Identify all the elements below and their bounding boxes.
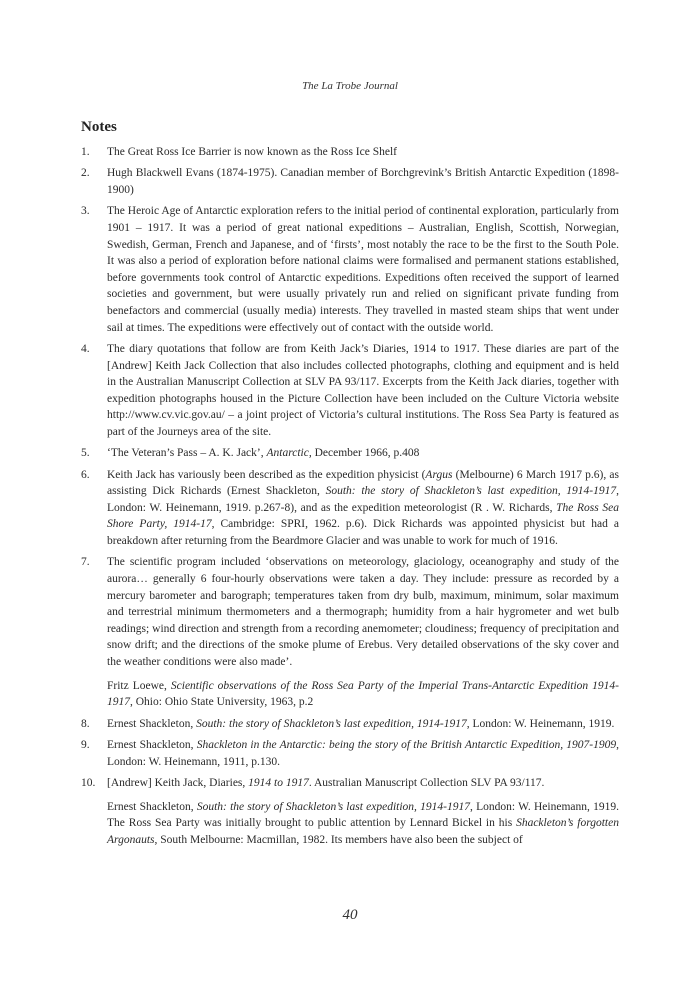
text-run: , Cambridge: SPRI, 1962. p.6). Dick Richards was appointed physicist but had a breakdown after returning from the Beardmore Glacier and was unable to work for much of 1916. xyxy=(107,518,619,548)
note-text xyxy=(107,554,619,710)
note-paragraph xyxy=(107,341,619,441)
note-item xyxy=(81,341,619,441)
note-paragraph xyxy=(107,203,619,336)
italic-text: South: the story of Shackleton’s last expedition, 1914-1917 xyxy=(325,485,617,498)
note-paragraph xyxy=(107,467,619,550)
text-run: Keith Jack has variously been described as the expedition physicist ( xyxy=(107,468,426,481)
text-run: December 1966, p.408 xyxy=(311,447,420,460)
text-run: , London: W. Heinemann, 1919. p.267-8), and as the expedition meteorologist (R . W. Richards, xyxy=(107,485,620,514)
note-paragraph xyxy=(107,716,619,733)
italic-text: South: the story of Shackleton’s last expedition, 1914-1917 xyxy=(196,800,470,813)
note-paragraph xyxy=(107,445,619,462)
note-item xyxy=(81,203,619,336)
italic-text: 1914 to 1917 xyxy=(248,776,309,789)
italic-text: Shackleton’s forgotten Argonauts xyxy=(107,817,619,846)
note-item xyxy=(81,165,619,198)
notes-heading: Notes xyxy=(81,119,117,135)
note-text xyxy=(107,467,619,550)
italic-text: South: the story of Shackleton’s last expedition, 1914-1917 xyxy=(196,717,467,730)
text-run: , London: W. Heinemann, 1911, p.130. xyxy=(107,738,619,768)
page-number: 40 xyxy=(342,907,358,923)
note-item xyxy=(81,554,619,710)
text-run: , London: W. Heinemann, 1919. xyxy=(466,717,615,730)
italic-text: Argus xyxy=(425,468,453,481)
text-run: , Ohio: Ohio State University, 1963, p.2 xyxy=(130,696,314,709)
note-number: 9. xyxy=(81,738,90,751)
note-paragraph xyxy=(107,737,619,770)
notes-list xyxy=(81,144,619,853)
note-number: 10. xyxy=(81,776,96,789)
note-text xyxy=(107,716,619,733)
italic-text: Shackleton in the Antarctic: being the story of the British Antarctic Expedition, 1907-1909 xyxy=(196,738,617,751)
text-run: , South Melbourne: Macmillan, 1982. Its members have also been the subject of xyxy=(154,833,523,846)
italic-text: Antarctic, xyxy=(266,447,312,460)
text-run: [Andrew] Keith Jack, Diaries, xyxy=(107,776,249,789)
text-run: The diary quotations that follow are from Keith Jack’s Diaries, 1914 to 1917. These diaries are part of the [Andrew] Keith Jack Collection that also includes collected photographs, clothing and equipment and is held in the Australian Manuscript Collection at SLV PA 93/117. Excerpts from the Keith Jack diaries, together with expedition photographs housed in the Picture Collection have been included on the Culture Victoria website http://www.cv.vic.gov.au/ – a joint project of Victoria’s cultural institutions. The Ross Sea Party is featured as part of the Journeys area of the site. xyxy=(107,342,619,438)
text-run: Fritz Loewe, xyxy=(107,679,171,692)
note-text xyxy=(107,341,619,441)
note-item xyxy=(81,775,619,848)
text-run: The Heroic Age of Antarctic exploration refers to the initial period of continental exploration, particularly from 1901 – 1917. It was a period of great national expeditions – Australian, English, Scottish, Norwegian, Swedish, German, French and Japanese, and of ‘firsts’, most notably the race to be the first to the South Pole. It was also a period of exploration before national claims were formalised and permanent stations established, before governments took control of Antarctic expeditions. Expeditions often received the support of learned societies and government, but were usually privately run and relied on significant private funding from benefactors and commercial (usually media) interests. They travelled in masted steam ships that went under sail at times. The expeditions were effectively out of contact with the outside world. xyxy=(107,205,619,334)
note-number: 6. xyxy=(81,468,90,481)
text-run: (Melbourne) 6 March 1917 p.6), as assisting Dick Richards (Ernest Shackleton, xyxy=(107,468,620,498)
italic-text: The Ross Sea Shore Party, 1914-17 xyxy=(107,501,619,531)
note-text xyxy=(107,775,619,848)
text-run: , London: W. Heinemann, 1919. The Ross Sea Party was initially brought to public attention by Lennard Bickel in his xyxy=(107,800,619,830)
note-text xyxy=(107,737,619,770)
note-paragraph xyxy=(107,554,619,670)
note-number: 8. xyxy=(81,717,90,730)
note-number: 4. xyxy=(81,342,90,355)
text-run: ‘The Veteran’s Pass – A. K. Jack’, xyxy=(107,447,267,460)
note-number: 1. xyxy=(81,146,90,158)
note-text xyxy=(107,165,619,198)
note-text xyxy=(107,445,619,462)
running-header: The La Trobe Journal xyxy=(302,80,398,92)
note-paragraph xyxy=(107,165,619,198)
text-run: The Great Ross Ice Barrier is now known as the Ross Ice Shelf xyxy=(107,146,397,158)
note-paragraph xyxy=(107,775,619,792)
text-run: Ernest Shackleton, xyxy=(107,738,197,751)
note-number: 3. xyxy=(81,205,90,218)
note-item xyxy=(81,716,619,733)
note-number: 2. xyxy=(81,167,90,180)
note-item xyxy=(81,445,619,462)
note-paragraph xyxy=(107,144,619,161)
note-number: 7. xyxy=(81,556,90,569)
text-run: The scientific program included ‘observations on meteorology, glaciology, oceanography and study of the aurora… generally 6 four-hourly observations were taken a day. They include: pressure as recorded by a mercury barometer and barograph; temperatures taken from dry bulb, maximum, minimum, solar maximum and terrestrial minimum thermometers and a thermograph; humidity from a hair hygrometer and wet bulb readings; wind direction and strength from a recording anemometer; cloudiness; frequency of precipitation and snow drift; and the directions of the smoke plume of Erebus. Very detailed observations of the sky cover and the weather conditions were also made’. xyxy=(107,556,619,668)
text-run: Hugh Blackwell Evans (1874-1975). Canadian member of Borchgrevink’s British Antarctic Expedition (1898-1900) xyxy=(107,167,619,196)
text-run: Ernest Shackleton, xyxy=(107,717,197,730)
note-extra-paragraph xyxy=(107,799,619,849)
note-item xyxy=(81,144,619,161)
note-text xyxy=(107,144,619,161)
note-item xyxy=(81,737,619,770)
text-run: Ernest Shackleton, xyxy=(107,800,197,813)
note-item xyxy=(81,467,619,550)
note-text xyxy=(107,203,619,336)
note-extra-paragraph xyxy=(107,678,619,711)
text-run: . Australian Manuscript Collection SLV PA 93/117. xyxy=(308,776,545,789)
note-number: 5. xyxy=(81,447,90,460)
italic-text: Scientific observations of the Ross Sea Party of the Imperial Trans-Antarctic Expedition 1914-1917 xyxy=(107,679,619,709)
